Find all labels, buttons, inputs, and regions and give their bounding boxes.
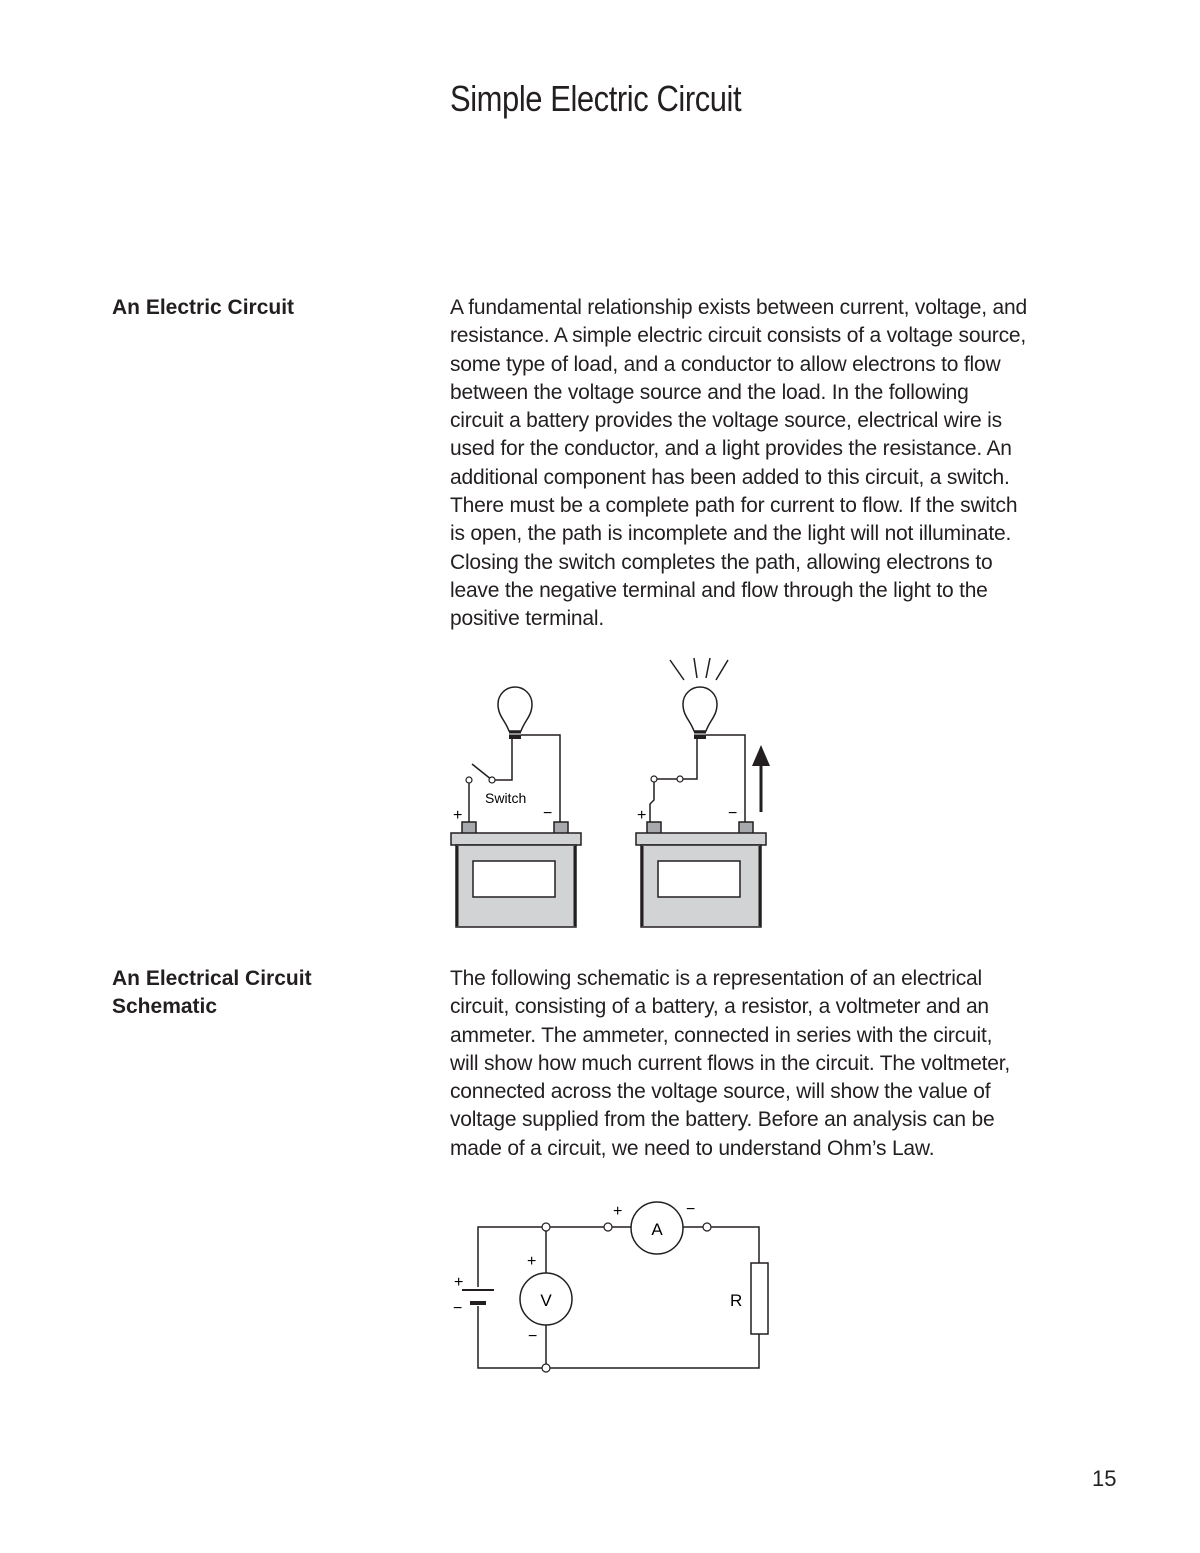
paragraph-line: is open, the path is incomplete and the light will not illuminate.: [450, 522, 1012, 546]
paragraph-line: Closing the switch completes the path, allowing electrons to: [450, 550, 993, 574]
junction-node: [542, 1223, 550, 1231]
closed-switch-icon: [650, 776, 683, 822]
resistor-symbol: [751, 1263, 768, 1334]
ammeter-terminal: [604, 1223, 612, 1231]
page-title: Simple Electric Circuit: [450, 78, 742, 119]
positive-terminal-label: +: [453, 807, 463, 824]
paragraph-line: resistance. A simple electric circuit consists of a voltage source,: [450, 324, 1027, 348]
paragraph-line: additional component has been added to this circuit, a switch.: [450, 465, 1010, 489]
paragraph-line: made of a circuit, we need to understand Ohm’s Law.: [450, 1136, 935, 1160]
ammeter-positive-label: +: [613, 1203, 623, 1220]
paragraph-line: A fundamental relationship exists between current, voltage, and: [450, 296, 1027, 319]
paragraph-line: leave the negative terminal and flow through the light to the: [450, 578, 988, 602]
light-bulb-on-icon: [670, 658, 728, 739]
battery-icon: [636, 822, 766, 927]
resistor-label: R: [730, 1291, 743, 1310]
section-heading-circuit-schematic: [112, 965, 312, 1021]
closed-circuit-illustration: [636, 658, 770, 927]
paragraph-line: There must be a complete path for current to flow. If the switch: [450, 494, 1018, 518]
section-body-electric-circuit: [450, 294, 1130, 634]
paragraph-line: connected across the voltage source, will show the value of: [450, 1080, 991, 1104]
negative-terminal-label: −: [543, 805, 553, 822]
paragraph-line: voltage supplied from the battery. Before an analysis can be: [450, 1108, 995, 1132]
switch-label: Switch: [485, 790, 527, 806]
light-bulb-off-icon: [498, 687, 532, 739]
junction-node: [542, 1364, 550, 1372]
paragraph-line: some type of load, and a conductor to allow electrons to flow: [450, 352, 1001, 376]
paragraph-line: ammeter. The ammeter, connected in series with the circuit,: [450, 1023, 993, 1047]
paragraph-line: circuit, consisting of a battery, a resistor, a voltmeter and an: [450, 995, 989, 1019]
paragraph-line: used for the conductor, and a light provides the resistance. An: [450, 437, 1012, 461]
section-heading-electric-circuit: An Electric Circuit: [112, 296, 295, 319]
section-heading-line: An Electrical Circuit: [112, 967, 312, 990]
ammeter-label: A: [651, 1220, 663, 1239]
paragraph-line: will show how much current flows in the circuit. The voltmeter,: [450, 1051, 1011, 1075]
paragraph-line: positive terminal.: [450, 607, 604, 631]
paragraph-line: The following schematic is a representation of an electrical: [450, 967, 982, 990]
battery-icon: [451, 822, 581, 927]
battery-symbol: [462, 1290, 494, 1303]
section-body-circuit-schematic: [450, 965, 1130, 1163]
section-heading-line: Schematic: [112, 995, 218, 1018]
paragraph-line: between the voltage source and the load. In the following: [450, 380, 969, 404]
current-arrow-icon: [752, 745, 770, 812]
battery-negative-label: −: [453, 1300, 463, 1317]
ammeter-negative-label: −: [686, 1201, 696, 1218]
battery-positive-label: +: [454, 1274, 464, 1291]
ammeter-terminal: [703, 1223, 711, 1231]
positive-terminal-label: +: [637, 807, 647, 824]
paragraph-line: circuit a battery provides the voltage source, electrical wire is: [450, 409, 1002, 433]
open-circuit-illustration: [451, 687, 581, 927]
voltmeter-positive-label: +: [527, 1253, 537, 1270]
negative-terminal-label: −: [728, 805, 738, 822]
voltmeter-negative-label: −: [528, 1328, 538, 1345]
circuit-schematic-diagram: [440, 1190, 790, 1380]
page-number: 15: [1092, 1466, 1117, 1491]
voltmeter-label: V: [540, 1291, 552, 1310]
battery-circuit-illustration: [440, 650, 790, 935]
